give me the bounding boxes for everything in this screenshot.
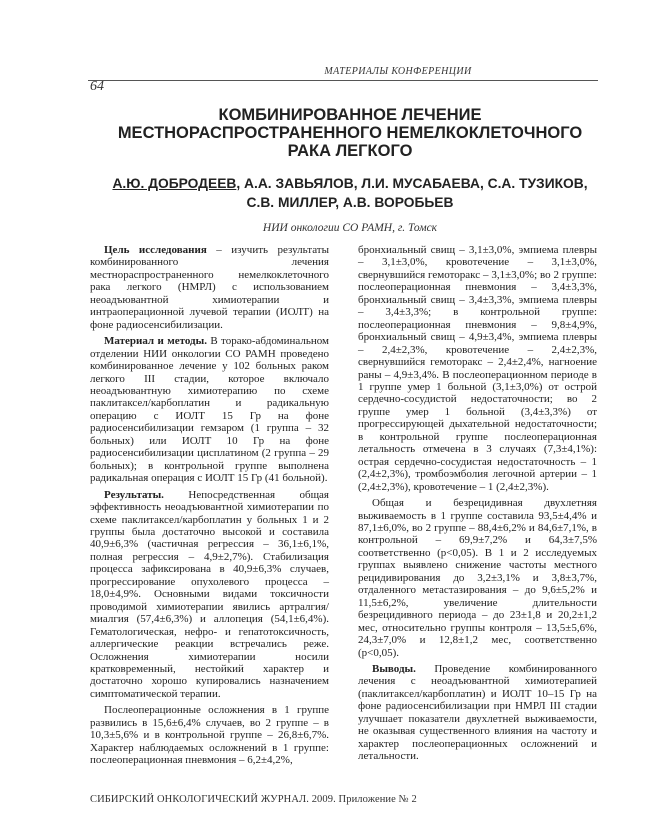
results-label: Результаты. xyxy=(104,488,164,501)
running-header: МАТЕРИАЛЫ КОНФЕРЕНЦИИ xyxy=(324,66,472,77)
header-rule xyxy=(88,80,598,81)
page-number: 64 xyxy=(90,79,104,94)
conclusions-label: Выводы. xyxy=(372,662,416,675)
results-text: Непосредственная общая эффективность неоадъювантной химиотерапии по схеме паклитаксел/карбоплатин у больных 1 и 2 группы была достаточно высокой и составила 40,9±6,3% (частичная регрессия – 36,1±6,1%, полная регрессия – 4,9±2,7%). Стабилизация процесса зафиксирована в 40,9±6,3% случаев, прогрессирование опухолевого процесса – 18,0±4,9%. Основными видами токсичности проводимой химиотерапии явились артралгия/миалгия (57,4±6,3%) и аллопеция (54,1±6,4%). Гематологическая, нефро- и гепатотоксичность, аллергические реакции встречались реже. Осложнения химиотерапии носили кратковременный, нестойкий характер и достаточно хорошо купировались назначением симптоматической терапии. xyxy=(90,488,329,700)
title-line: РАКА ЛЕГКОГО xyxy=(287,142,413,160)
journal-footer: СИБИРСКИЙ ОНКОЛОГИЧЕСКИЙ ЖУРНАЛ. 2009. Приложение № 2 xyxy=(90,794,417,805)
left-column xyxy=(90,244,329,767)
authors-line-1 xyxy=(90,174,610,193)
methods-text: В торако-абдоминальном отделении НИИ онкологии СО РАМН проведено комбинированное лечение у 102 больных раком легкого III стадии, которое включало неоадъювантную химиотерапию по схеме паклитаксел/карбоплатин и радикальную операцию с ИОЛТ 15 Гр на фоне радиосенсибилизации гемзаром (1 группа – 32 больных) или ИОЛТ 10 Гр на фоне радиосенсибилизации цисплатином (2 группа – 29 больных); в контрольной группе выполнена радикальная операция с ИОЛТ 15 Гр (41 больной). xyxy=(90,335,329,485)
title-line: КОМБИНИРОВАННОЕ ЛЕЧЕНИЕ xyxy=(218,106,482,124)
right-column xyxy=(358,244,597,763)
complications-continued: бронхиальный свищ – 3,1±3,0%, эмпиема плевры – 3,1±3,0%, кровотечение – 3,1±3,0%, свернувшийся гемоторакс – 3,1±3,0%; во 2 группе: послеоперационная пневмония – 3,4±3,3%, бронхиальный свищ – 3,4±3,3%, эмпиема плевры – 3,4±3,3%; в контрольной группе: послеоперационная пневмония – 9,8±4,9%, бронхиальный свищ – 4,9±3,4%, эмпиема плевры – 2,4±2,3%, кровотечение – 2,4±2,3%, свернувшийся гемоторакс – 2,4±2,4%, нагноение раны – 4,9±3,4%. В послеоперационном периоде в 1 группе умер 1 больной (3,1±3,0%) от острой сердечно-сосудистой недостаточности; во 2 группе умер 1 больной (3,4±3,3%) от прогрессирующей дыхательной недостаточности; в контрольной группе послеоперационная летальность отмечена в 3 случаях (7,3±4,1%): острая сердечно-сосудистая недостаточность – 1 (2,4±2,3%), тромбоэмболия легочной артерии – 1 (2,4±2,3%), кровотечение – 1 (2,4±2,3%). xyxy=(358,244,597,493)
aim-paragraph xyxy=(90,244,329,331)
title-line: МЕСТНОРАСПРОСТРАНЕННОГО НЕМЕЛКОКЛЕТОЧНОГО xyxy=(117,124,583,142)
methods-label: Материал и методы. xyxy=(104,335,207,348)
aim-text: – изучить результаты комбинированного лечения местнораспространенного немелкоклеточного рака легкого (НМРЛ) с использованием неоадъювантной химиотерапии и интраоперационной лучевой терапии (ИОЛТ) на фоне радиосенсибилизации. xyxy=(90,244,329,331)
complications-paragraph: Послеоперационные осложнения в 1 группе развились в 15,6±6,4% случаев, во 2 группе – в 10,3±5,6% и в контрольной группе – 26,8±6,7%. Характер наблюдаемых осложнений в 1 группе: послеоперационная пневмония – 6,2±4,2%, xyxy=(90,704,329,767)
co-authors: , А.А. ЗАВЬЯЛОВ, Л.И. МУСАБАЕВА, С.А. ТУЗИКОВ, xyxy=(236,176,588,191)
conclusions-text: Проведение комбинированного лечения с неоадъювантной химиотерапией (паклитаксел/карбоплатин) и ИОЛТ 10–15 Гр на фоне радиосенсибилизации при НМРЛ III стадии улучшает показатели двухлетней выживаемости, не оказывая существенного влияния на частоту и характер послеоперационных осложнений и летальности. xyxy=(358,662,597,763)
corresponding-author: А.Ю. ДОБРОДЕЕВ xyxy=(112,176,237,191)
affiliation: НИИ онкологии СО РАМН, г. Томск xyxy=(262,222,438,234)
authors-line-2: С.В. МИЛЛЕР, А.В. ВОРОБЬЕВ xyxy=(246,195,454,210)
results-paragraph xyxy=(90,489,329,701)
survival-paragraph: Общая и безрецидивная двухлетняя выживаемость в 1 группе составила 93,5±4,4% и 87,1±6,0%, во 2 группе – 88,4±6,2% и 84,6±7,1%, в контрольной – 69,9±7,2% и 64,3±7,5% соответственно (p<0,05). В 1 и 2 исследуемых группах выявлено снижение частоты местного рецидивирования до 3,2±3,1% и 3,8±3,7%, отдаленного метастазирования – до 9,6±5,2% и 11,5±6,2%, увеличение длительности безрецидивного периода – до 23±1,8 и 20,2±1,2 мес, относительно группы контроля – 13,5±5,6%, 24,3±7,0% и 12,8±1,2 мес, соответственно (p<0,05). xyxy=(358,497,597,659)
author-list xyxy=(90,174,610,212)
methods-paragraph xyxy=(90,335,329,484)
conclusions-paragraph xyxy=(358,663,597,763)
article-title xyxy=(90,106,610,160)
aim-label: Цель исследования xyxy=(104,244,207,256)
